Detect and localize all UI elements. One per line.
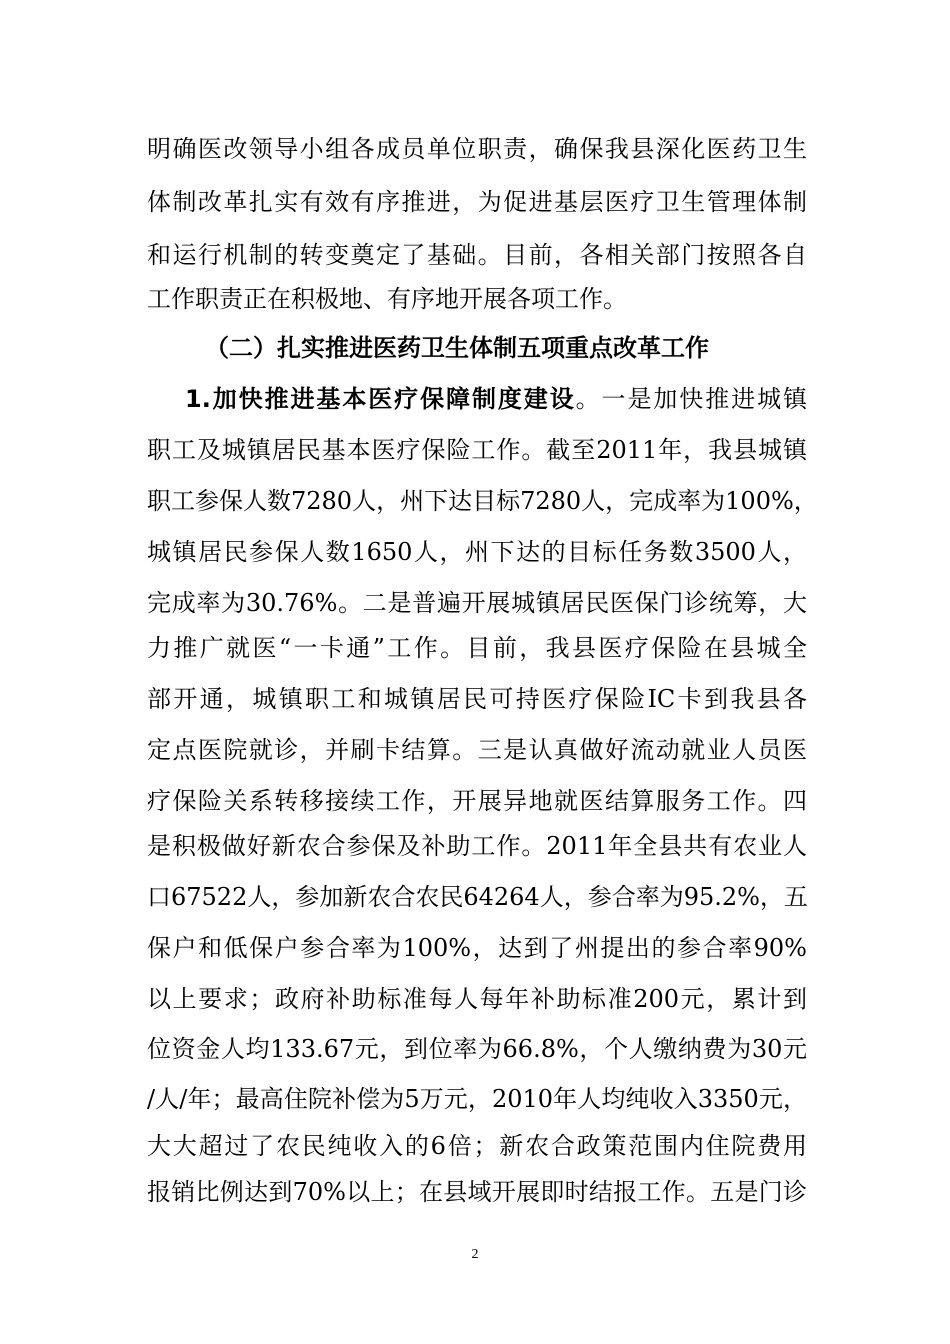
paragraph-line: 以上要求；政府补助标准每人每年补助标准200元，累计到: [147, 985, 807, 1013]
paragraph-text: 。一是加快推进城镇: [575, 385, 807, 413]
paragraph-line: 和运行机制的转变奠定了基础。目前，各相关部门按照各自: [147, 241, 807, 269]
paragraph-line: /人/年；最高住院补偿为5万元，2010年人均纯收入3350元，: [147, 1085, 807, 1113]
paragraph-line: 保户和低保户参合率为100%，达到了州提出的参合率90%: [147, 934, 807, 962]
paragraph-line: 定点医院就诊，并刷卡结算。三是认真做好流动就业人员医: [147, 736, 807, 764]
section-heading: （二）扎实推进医药卫生体制五项重点改革工作: [205, 334, 709, 362]
paragraph-line: 报销比例达到70%以上；在县域开展即时结报工作。五是门诊: [147, 1178, 807, 1206]
paragraph-line: 工作职责正在积极地、有序地开展各项工作。: [147, 285, 627, 313]
paragraph-line: 是积极做好新农合参保及补助工作。2011年全县共有农业人: [147, 832, 807, 860]
paragraph-line: 大大超过了农民纯收入的6倍；新农合政策范围内住院费用: [147, 1132, 807, 1160]
paragraph-first-line: [185, 383, 807, 415]
paragraph-line: 完成率为30.76%。二是普遍开展城镇居民医保门诊统筹，大: [147, 589, 807, 617]
paragraph-line: 部开通，城镇职工和城镇居民可持医疗保险IC卡到我县各: [147, 685, 807, 713]
subsection-heading: 1.加快推进基本医疗保障制度建设: [185, 385, 576, 413]
paragraph-line: 职工参保人数7280人，州下达目标7280人，完成率为100%，: [147, 487, 818, 515]
paragraph-line: 职工及城镇居民基本医疗保险工作。截至2011年，我县城镇: [147, 436, 807, 464]
page-number: 2: [471, 1247, 479, 1262]
paragraph-line: 位资金人均133.67元，到位率为66.8%，个人缴纳费为30元: [147, 1035, 807, 1063]
paragraph-line: 口67522人，参加新农合农民64264人，参合率为95.2%，五: [147, 883, 808, 911]
paragraph-line: 城镇居民参保人数1650人，州下达的目标任务数3500人，: [147, 538, 807, 566]
paragraph-line: 明确医改领导小组各成员单位职责，确保我县深化医药卫生: [147, 135, 807, 163]
paragraph-line: 力推广就医“一卡通”工作。目前，我县医疗保险在县城全: [147, 634, 807, 662]
paragraph-line: 体制改革扎实有效有序推进，为促进基层医疗卫生管理体制: [147, 188, 807, 216]
paragraph-line: 疗保险关系转移接续工作，开展异地就医结算服务工作。四: [147, 787, 807, 815]
